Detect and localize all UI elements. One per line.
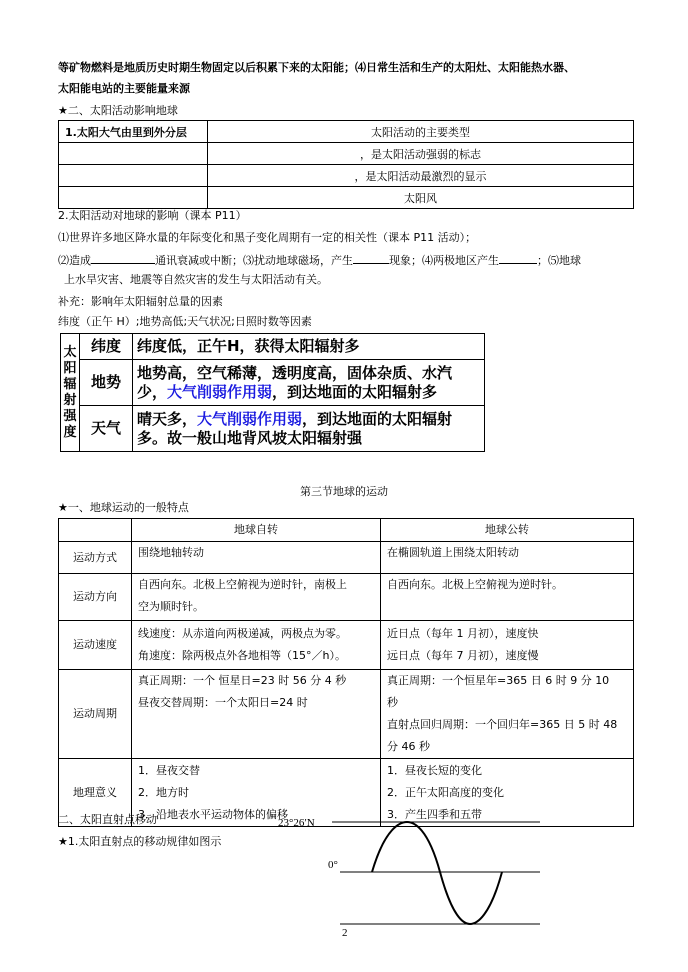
table-cell [59, 187, 208, 209]
row-label: 地理意义 [59, 759, 132, 827]
table-cell: 太阳风 [208, 187, 634, 209]
row-label: 运动速度 [59, 621, 132, 670]
weather-description: 晴天多，大气削弱作用弱，到达地面的太阳辐射 多。故一般山地背风坡太阳辐射强 [133, 406, 485, 452]
table-header-types: 太阳活动的主要类型 [208, 121, 634, 143]
impact-p2-c: 现象；⑷两极地区产生 [389, 254, 499, 267]
blank-line [91, 252, 155, 264]
table-cell: ，是太阳活动强弱的标志 [208, 143, 634, 165]
factor-weather: 天气 [80, 406, 133, 452]
latitude-description: 纬度低，正午H，获得太阳辐射多 [133, 334, 485, 360]
impact-p2 [58, 252, 581, 269]
solar-activity-table [58, 120, 634, 209]
table-cell: 真正周期：一个 恒星日=23 时 56 分 4 秒 昼夜交替周期：一个太阳日=24 时 [132, 670, 381, 759]
intro-line-2: 太阳能电站的主要能量来源 [58, 82, 190, 95]
table-cell: 围绕地轴转动 [132, 542, 381, 574]
subsolar-migration-diagram [260, 808, 560, 948]
factor-terrain: 地势 [80, 360, 133, 406]
impact-p2-a: ⑵造成 [58, 254, 91, 267]
table-cell: 近日点（每年 1 月初），速度快 远日点（每年 7 月初），速度慢 [381, 621, 634, 670]
impact-p3: 上水旱灾害、地震等自然灾害的发生与太阳活动有关。 [64, 273, 328, 286]
factor-latitude: 纬度 [80, 334, 133, 360]
table-cell: 1．昼夜交替 2．地方时 3．沿地表水平运动物体的偏移 [132, 759, 381, 827]
supplement-factors: 纬度（正午 H）;地势高低;天气状况;日照时数等因素 [58, 315, 312, 328]
table-cell [59, 165, 208, 187]
row-label: 运动周期 [59, 670, 132, 759]
col-rotation-header: 地球自转 [132, 519, 381, 542]
terrain-description: 地势高，空气稀薄，透明度高，固体杂质、水汽 少，大气削弱作用弱，到达地面的太阳辐射多 [133, 360, 485, 406]
radiation-intensity-label: 太 阳 辐 射 强 度 [61, 334, 80, 452]
subsolar-rule: ★1.太阳直射点的移动规律如图示 [58, 835, 222, 848]
section3-title: 第三节地球的运动 [300, 485, 388, 498]
impact-p1: ⑴世界许多地区降水量的年际变化和黑子变化周期有一定的相关性（课本 P11 活动）； [58, 231, 477, 244]
label-23-26-n: 23°26′N [278, 817, 315, 829]
table-cell: 真正周期：一个恒星年=365 日 6 时 9 分 10 秒 直射点回归周期：一个回归年=365 日 5 时 48 分 46 秒 [381, 670, 634, 759]
motion-heading: ★一、地球运动的一般特点 [58, 501, 189, 514]
table-cell [59, 143, 208, 165]
label-bottom: 2 [342, 927, 348, 939]
table-cell [59, 519, 132, 542]
impact-heading: 2.太阳活动对地球的影响（课本 P11） [58, 209, 247, 222]
table-cell: 线速度：从赤道向两极递减，两极点为零。 角速度：除两极点外各地相等（15°／h）。 [132, 621, 381, 670]
table-cell: ，是太阳活动最激烈的显示 [208, 165, 634, 187]
blank-line [353, 252, 389, 264]
table-cell: 自西向东。北极上空俯视为逆时针。 [381, 574, 634, 621]
row-label: 运动方向 [59, 574, 132, 621]
radiation-factors-table [60, 333, 485, 452]
impact-p2-d: ；⑸地球 [537, 254, 581, 267]
label-equator: 0° [328, 859, 338, 871]
earth-motion-table [58, 518, 634, 827]
table-header-layers: 1.太阳大气由里到外分层 [59, 121, 208, 143]
intro-line-1: 等矿物燃料是地质历史时期生物固定以后积累下来的太阳能；⑷日常生活和生产的太阳灶、太阳能热水器、 [58, 61, 575, 74]
table-cell: 在椭圆轨道上围绕太阳转动 [381, 542, 634, 574]
subsolar-point-curve [372, 822, 502, 924]
section2-heading: ★二、太阳活动影响地球 [58, 104, 178, 117]
table-cell: 自西向东。北极上空俯视为逆时针，南极上 空为顺时针。 [132, 574, 381, 621]
row-label: 运动方式 [59, 542, 132, 574]
blank-line [499, 252, 537, 264]
supplement-title: 补充：影响年太阳辐射总量的因素 [58, 295, 223, 308]
col-revolution-header: 地球公转 [381, 519, 634, 542]
table-cell: 1．昼夜长短的变化 2．正午太阳高度的变化 3．产生四季和五带 [381, 759, 634, 827]
impact-p2-b: 通讯衰减或中断；⑶扰动地球磁场，产生 [155, 254, 353, 267]
subsolar-heading: 二、太阳直射点移动 [58, 813, 157, 826]
